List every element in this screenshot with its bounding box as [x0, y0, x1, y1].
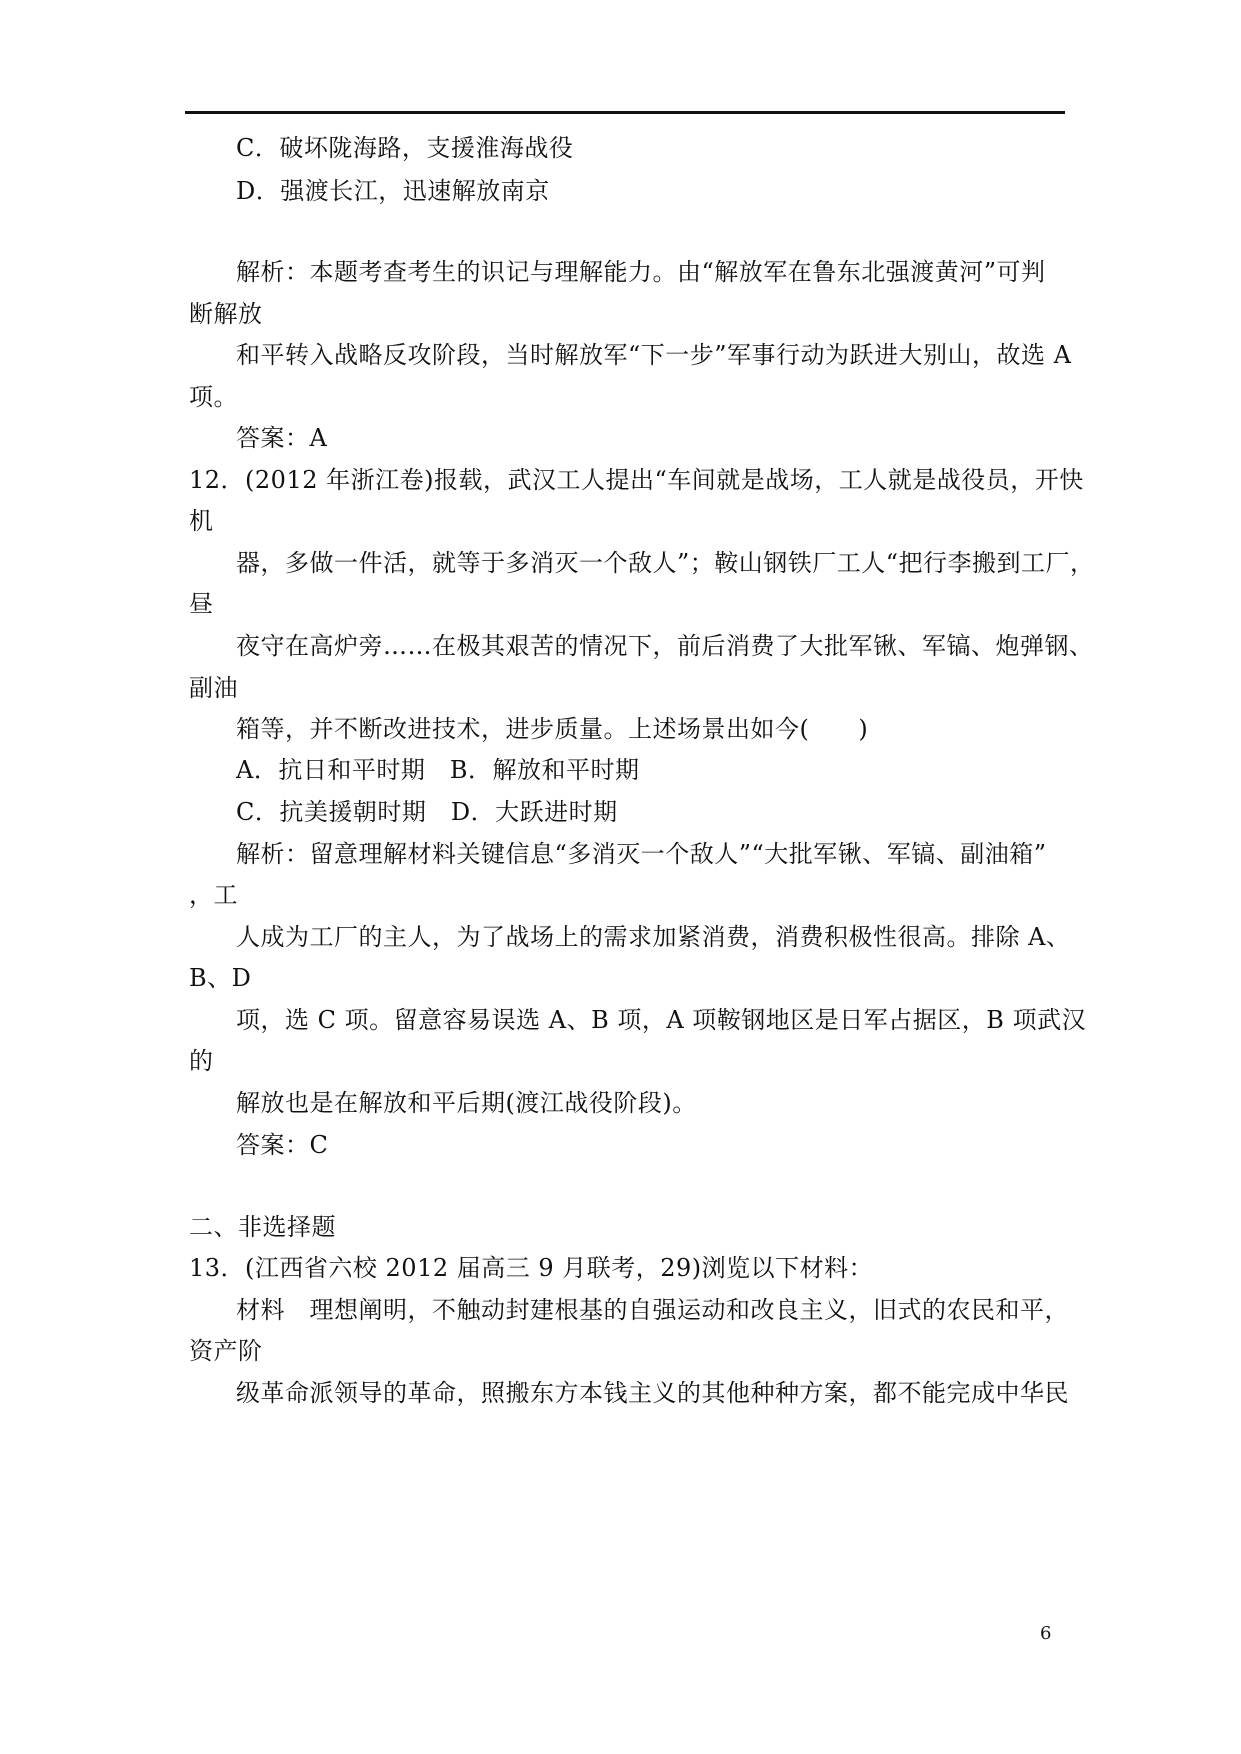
analysis-11-line-4: 项。 — [189, 383, 238, 411]
options-ab: A．抗日和平时期 B．解放和平时期 — [236, 756, 640, 784]
analysis-11-line-1: 解析：本题考查考生的识记与理解能力。由“解放军在鲁东北强渡黄河”可判 — [236, 258, 1046, 286]
options-cd: C．抗美援朝时期 D．大跃进时期 — [236, 798, 618, 826]
analysis-12-line-3: 人成为工厂的主人，为了战场上的需求加紧消费，消费积极性很高。排除 A、 — [236, 923, 1071, 951]
analysis-11-line-3: 和平转入战略反攻阶段，当时解放军“下一步”军事行动为跃进大别山，故选 A — [236, 341, 1072, 369]
material-line-1: 材料 理想阐明，不触动封建根基的自强运动和改良主义，旧式的农民和平， — [236, 1296, 1069, 1324]
option-d: D．强渡长江，迅速解放南京 — [236, 177, 550, 205]
analysis-12-line-5: 项，选 C 项。留意容易误选 A、B 项，A 项鞍钢地区是日军占据区，B 项武汉 — [236, 1006, 1087, 1034]
header-rule — [185, 111, 1065, 114]
question-13-line-1: 13．(江西省六校 2012 届高三 9 月联考，29)浏览以下材料： — [189, 1254, 874, 1282]
question-12-line-2: 机 — [189, 507, 214, 535]
analysis-12-line-4: B、D — [189, 964, 252, 992]
analysis-12-line-2: ，工 — [189, 881, 238, 909]
material-line-2: 资产阶 — [189, 1337, 263, 1365]
question-12-line-3: 器，多做一件活，就等于多消灭一个敌人”；鞍山钢铁厂工人“把行李搬到工厂， — [236, 549, 1095, 577]
question-12-line-6: 副油 — [189, 674, 238, 702]
material-line-3: 级革命派领导的革命，照搬东方本钱主义的其他种种方案，都不能完成中华民 — [236, 1379, 1069, 1407]
option-c: C．破坏陇海路，支援淮海战役 — [236, 134, 574, 162]
analysis-11-line-2: 断解放 — [189, 300, 263, 328]
analysis-12-line-7: 解放也是在解放和平后期(渡江战役阶段)。 — [236, 1089, 697, 1117]
question-12-line-5: 夜守在高炉旁……在极其艰苦的情况下，前后消费了大批军锹、军镐、炮弹钢、 — [236, 632, 1094, 660]
answer-12: 答案：C — [236, 1131, 329, 1159]
analysis-12-line-1: 解析：留意理解材料关键信息“多消灭一个敌人”“大批军锹、军镐、副油箱” — [236, 840, 1047, 868]
question-12-line-4: 昼 — [189, 590, 214, 618]
page-number: 6 — [1040, 1623, 1052, 1644]
question-12-line-7: 箱等，并不断改进技术，进步质量。上述场景出如今( ) — [236, 715, 869, 743]
analysis-12-line-6: 的 — [189, 1047, 214, 1075]
section-heading: 二、非选择题 — [189, 1213, 336, 1241]
question-12-line-1: 12．(2012 年浙江卷)报载，武汉工人提出“车间就是战场，工人就是战役员，开快 — [189, 466, 1084, 494]
answer-11: 答案：A — [236, 424, 328, 452]
